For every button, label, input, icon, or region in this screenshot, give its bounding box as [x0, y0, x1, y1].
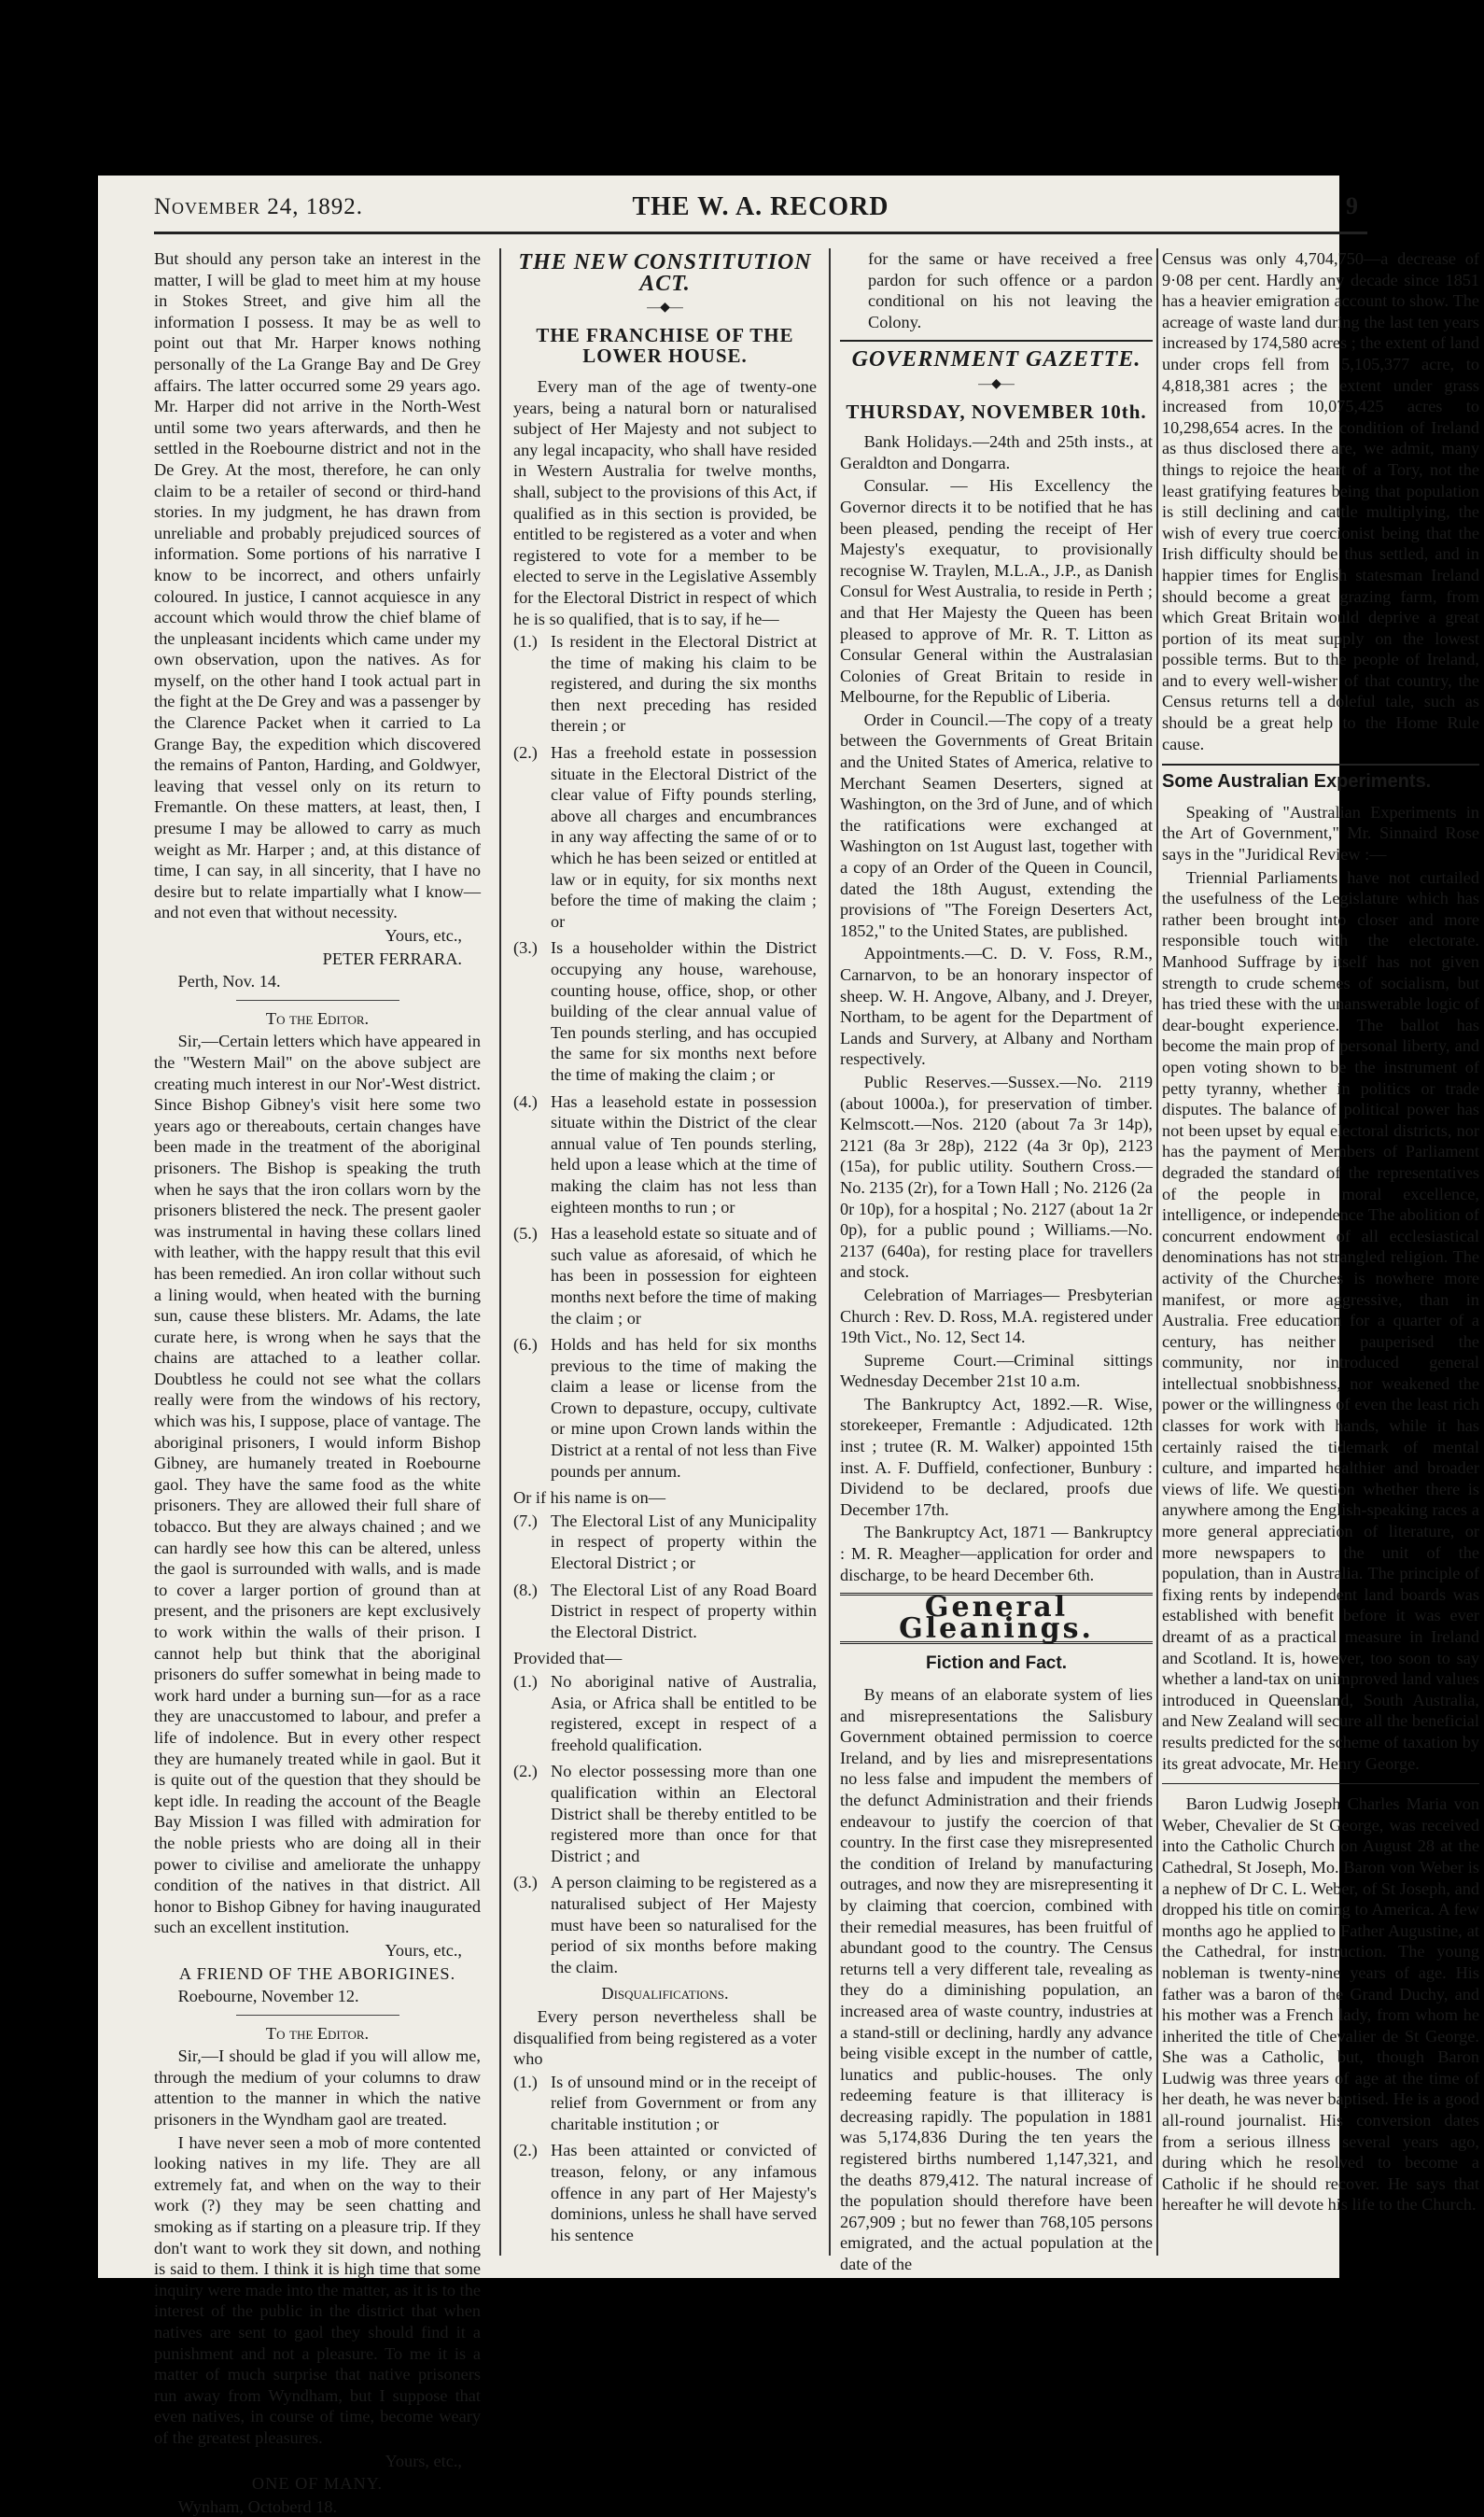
article-heading: Some Australian Experiments. — [1162, 764, 1479, 793]
issue-date: November 24, 1892. — [154, 194, 364, 219]
gazette-item: The Bankruptcy Act, 1892.—R. Wise, storekeeper, Fremantle : Adjudicated. 12th inst ; trutee (R. M. Walker) appointed 15th inst. A. F. Duffield, confectioner, Bunbury : Dividend to be declared, proofs due December 17th. — [840, 1394, 1153, 1519]
article-text: Every person nevertheless shall be disqualified from being registered as a voter who — [513, 2006, 817, 2069]
section-banner: General Gleanings. — [840, 1593, 1153, 1644]
letter-body: Sir,—I should be glad if you will allow me, through the medium of your columns to draw attention to the manner in which the native prisoners in the Wyndham gaol are treated. — [154, 2046, 481, 2130]
letter-place: Wynham, Octoberd 18. — [177, 2496, 338, 2516]
letter-body: Sir,—Certain letters which have appeared in the "Western Mail" on the above subject are creating much interest in our Nor'-West district. Since Bishop Gibney's visit here some two years ago or thereabouts, certain changes have been made in the treatment of the aboriginal prisoners. The Bishop is speaking the truth when he says that the iron collars worn by the prisoners blistered the neck. The present gaoler was instrumental in having these collars lined with leather, with the happy result that this evil has been remedied. An iron collar without such a lining would, when heated with the burning sun, cause these blisters. Mr. Adams, the late curate here, is wrong when he says that the chains are attached to a leather collar. Doubtless he could not see what the collars really were from the windows of his rectory, which was his, I suppose, place of vantage. The aboriginal prisoners, I would inform Bishop Gibney, are humanely treated in Roebourne gaol. They have the same food as the white prisoners. They are allowed their full share of tobacco. But they are always chained ; and we can hardly see how this can be altered, unless the gaol is surrounded with walls, and is made to cover a larger portion of ground than at present, and the prisoners are kept exclusively to work within the walls of their prison. I cannot help but think that the aboriginal prisoners do suffer somewhat in being made to work hard under a burning sun—for as a race they are unaccustomed to labour, and prefer a life of indolence. But in every other respect they are humanely treated while in gaol. But it is quite out of the question that they should be kept idle. In reading the account of the Beagle Bay Mission I was filled with admiration for the noble priests who are doing all in their power to civilise and ameliorate the unhappy condition of the natives in that district. All honor to Bishop Gibney for having inaugurated such an excellent institution. — [154, 1032, 481, 1937]
list-item: (3.) A person claiming to be registered as a naturalised subject of Her Majesty must have been so naturalised for the period of six months before making the claim. — [513, 1873, 817, 1976]
gazette-item: Order in Council.—The copy of a treaty between the Governments of Great Britain and the United States of America, relative to Merchant Seamen Deserters, signed at Washington, on the 3rd of June, and of which the ratifications were exchanged at Washington on 1st August last, together with a copy of an Order of the Queen in Council, dated the 18th August, extending the provisions of "The Foreign Deserters Act, 1852," to the United States, are published. — [840, 710, 1153, 940]
list-item: (1.) Is resident in the Electoral District at the time of making his claim to be registered, and during the six months then next preceding has resided therein ; or — [513, 632, 817, 736]
list-item: (1.) Is of unsound mind or in the receipt of relief from Government or from any charitable institution ; or — [513, 2072, 817, 2133]
disqualifications-list — [513, 2072, 817, 2246]
newspaper-title: THE W. A. RECORD — [632, 192, 889, 221]
letter-closing: Yours, etc., — [385, 926, 462, 945]
newspaper-page — [98, 176, 1479, 2516]
column-rule — [499, 248, 501, 2256]
list-item: (8.) The Electoral List of any Road Board District in respect of property within the Electoral District. — [513, 1580, 817, 1641]
column-1 — [154, 248, 481, 2516]
gazette-heading: GOVERNMENT GAZETTE. — [851, 347, 1141, 373]
gazette-item: Bank Holidays.—24th and 25th insts., at Geraldton and Dongarra. — [840, 432, 1153, 472]
letter-signature: PETER FERRARA. — [322, 949, 462, 968]
column-3 — [840, 248, 1153, 2274]
gazette-item: The Bankruptcy Act, 1871 — Bankruptcy : M. R. Meagher—application for order and discharge, to be heard December 6th. — [840, 1523, 1153, 1584]
article-text: By means of an elaborate system of lies and misrepresentations the Salisbury Government obtained permission to coerce Ireland, and by lies and misrepresentations no less false and impudent the members of the defunct Administration and their friends endeavour to justify the coercion of that country. In the first case they misrepresented the condition of Ireland by manufacturing outrages, and now they are misrepresenting it by claiming that coercion, combined with their remedial measures, has been fruitful of abundant good to the country. The Census returns tell a very different tale, revealing as they do a diminishing population, an increased area of waste country, industries at a stand-still or declining, hardly any advance being visible except in the number of cattle, lunatics and public-houses. The only redeeming feature is that illiteracy is decreasing rapidly. The population in 1881 was 5,174,836 During the ten years the registered births numbered 1,147,321, and the deaths 879,412. The natural increase of the population should therefore have been 267,909 ; but no fewer than 768,105 persons emigrated, and the actual population at the date of the — [840, 1685, 1153, 2274]
article-text: Speaking of "Australian Experiments in the Art of Government," Mr. Sinnaird Rose says in the "Juridical Review :— — [1162, 802, 1479, 865]
article-intro: Every man of the age of twenty-one years, being a natural born or naturalised subject of Her Majesty and not subject to any legal incapacity, who shall have resided in Western Australia for twelve months, shall, subject to the provisions of this Act, if qualified as in this section is provided, be entitled to be registered as a voter and when registered to vote for a member to be elected to serve in the Legislative Assembly for the Electoral District in respect of which he is so qualified, that is to say, if he— — [513, 376, 817, 628]
letter-closing: Yours, etc., — [385, 2451, 462, 2470]
letter-place: Roebourne, November 12. — [177, 1987, 359, 2006]
letter-heading: To the Editor. — [265, 2023, 370, 2043]
list-item: (2.) Has a freehold estate in possession situate in the Electoral District of the clear value of Fifty pounds sterling, above all charges and encumbrances in any way affecting the same of or to which he has been seized or entitled at law or in equity, for six months next before the time of making the claim ; or — [513, 743, 817, 931]
article-heading: Fiction and Fact. — [926, 1653, 1067, 1674]
article-text: Census was only 4,704,750—a decrease of 9·08 per cent. Hardly any decade since 1851 has a heavier emigration account to show. The acreage of waste land during the last ten years increased by 174,580 acres ; the extent of land under crops fell from 5,105,377 acre, to 4,818,381 acres ; the extent under grass increased from 10,075,425 acres to 10,298,654 acres. In the condition of Ireland as thus disclosed there are, we admit, many things to rejoice the heart of a Tory, not the least gratifying features being that population is still declining and cattle multiplying, the wish of every true coercionist being that the Irish difficulty should be thus settled, and in happier times for English statesman Ireland should become a great grazing farm, from which Great Britain would deprive a great portion of its meat supply on the lowest possible terms. But to the people of Ireland, and to every well-wisher of that country, the Census returns tell a doleful tale, such as should be a great help to the Home Rule cause. — [1162, 249, 1479, 753]
section-heading: Disqualifications. — [601, 1984, 729, 2004]
divider — [236, 1000, 399, 1001]
article-quote: Triennial Parliaments have not curtailed the usefulness of the Legislature which has rather been brought into closer and more responsible touch with the electorate. Manhood Suffrage by itself has not given strength to crude schemes of socialism, but has tried these with the unanswerable logic of dear-bought experience. The ballot has become the main prop of personal liberty, and open voting shown to be the instrument of petty tyranny, whether in politics or trade disputes. The balance of political power has not been upset by equal electoral districts, nor has the payment of Members of Parliament degraded the standard of the representatives of the people in moral excellence, intelligence, or independence The abolition of concurrent endowment of all ecclesiastical denominations has not strangled religion. The activity of the Churches is nowhere more manifest, or more aggressive, than in Australia. Free education for a quarter of a century, has neither pauperised the community, nor introduced general intellectual snobbishness, nor weakened the power or the willingness of even the least rich classes for work with hands, while it has certainly raised the tidemark of mental culture, and imparted healthier and broader views of life. We question whether there is anywhere among the English-speaking races a more general appreciation of literature, or more newspapers to the unit of the population, than in Australia. The principle of fixing rents by independent land boards was established with benefit before it was ever dreamt of as a practical measure in Ireland and Scotland. It is, however, too soon to say whether a land-tax on unimproved land values introduced in Queensland, South Australia, and New Zealand will secure all the beneficial results predicted for the scheme of taxation by its great advocate, Mr. Henry George. — [1162, 867, 1479, 1773]
franchise-list-2 — [513, 1511, 817, 1643]
column-2 — [513, 248, 817, 2256]
gazette-item: Supreme Court.—Criminal sittings Wednesday December 21st 10 a.m. — [840, 1350, 1153, 1391]
article-heading: THE NEW CONSTITUTION ACT. — [518, 250, 812, 296]
letter-body: But should any person take an interest in the matter, I will be glad to meet him at my house in Stokes Street, and give him all the information I possess. It may be as well to point out that Mr. Harper knows nothing personally of the La Grange Bay and De Grey affairs. The latter occurred some 29 years ago. Mr. Harper did not arrive in the North-West until some two years afterwards, and then he settled in the Roebourne district and not in the De Grey. At the most, therefore, he can only claim to be a retailer of second or third-hand stories. In my judgment, he has drawn from unreliable and probably prejudiced sources of information. Some portions of his narrative I know to be incorrect, and others unfairly coloured. In justice, I cannot acquiesce in any account which would throw the chief blame of the unpleasant incidents which came under my own observation, upon the natives. As for myself, on the other hand I took actual part in the fight at the De Grey and was a passenger by the Clarence Packet when it carried to La Grange Bay, the expedition which discovered the remains of Panton, Harding, and Goldwyer, leaving that vessel only on its return to Fremantle. On these matters, at least, then, I presume I may be allowed to carry as much weight as Mr. Harper ; and, at this distance of time, I can say, in all sincerity, that I have no desire but to relate impartially what I know—and not even that without necessity. — [154, 249, 481, 922]
letter-signature: A FRIEND OF THE ABORIGINES. — [178, 1963, 456, 1983]
ornament-divider: —◆— — [978, 376, 1015, 391]
gazette-item: Consular. — His Excellency the Governor directs it to be notified that he has been pleased, pending the receipt of Her Majesty's exequatur, to provisionally recognise W. Traylen, M.L.A., J.P., as Danish Consul for West Australia, to reside in Perth ; and that Her Majesty the Queen has been pleased to approve of Mr. R. T. Litton as Consular General within the Australasian Colonies of Great Britain to reside in Melbourne, for the Republic of Liberia. — [840, 476, 1153, 707]
page-number: 9 — [1346, 192, 1358, 219]
letter-closing: Yours, etc., — [385, 1940, 462, 1960]
article-text: Provided that— — [513, 1649, 623, 1668]
divider — [236, 2015, 399, 2016]
article-text: Baron Ludwig Joseph Charles Maria von Weber, Chevalier de St George, was received into the Catholic Church on August 28 at the Cathedral, St Joseph, Mo. Baron von Weber is a nephew of Dr C. L. Weber, of St Joseph, and dropped his title on coming to America. A few months ago he applied to Father Augustine, at the Cathedral, for instruction. The young nobleman is twenty-nine years of age. His father was a baron of the Grand Duchy, and his mother was a French lady, from whom he inherited the title of Chevalier de St George. She was a Catholic, but, though Baron Ludwig was three years of age at the time of her death, he was never baptised. He is a good all-round journalist. His conversion dates from a serious illness several years ago, during which he resolved to become a Catholic if he should recover. He says that hereafter he will devote his life to the Church. — [1162, 1794, 1479, 2215]
list-item: (1.) No aboriginal native of Australia, Asia, or Africa shall be entitled to be registered, except in respect of a freehold qualification. — [513, 1672, 817, 1754]
letter-signature: ONE OF MANY. — [251, 2474, 384, 2494]
ornament-divider: —◆— — [647, 301, 683, 316]
gazette-date: THURSDAY, NOVEMBER 10th. — [846, 400, 1147, 423]
divider — [1162, 1783, 1479, 1784]
letter-body: I have never seen a mob of more contented looking natives in my life. They are all extremely fat, and when on the way to their work (?) they may be seen chatting and smoking as if starting on a pleasure trip. If they don't want to work they sit down, and nothing is said to them. I think it is high time that some inquiry were made into the matter, as it is to the interest of the public in the district that when natives are sent to gaol they should find it a punishment and not a pleasure. To me it is a matter of much surprise that native prisoners run away from Wyndham, but I suppose that even natives, in course of time, become weary of the greatest pleasures. — [154, 2132, 481, 2447]
gazette-item: Appointments.—C. D. V. Foss, R.M., Carnarvon, to be an honorary inspector of sheep. W. H. Angove, Albany, and J. Dreyer, Northam, to be agent for the Department of Lands and Survery, at Albany and Northam respectively. — [840, 944, 1153, 1069]
column-rule — [829, 248, 831, 2256]
column-rule — [1156, 248, 1158, 2256]
article-subheading: THE FRANCHISE OF THE LOWER HOUSE. — [536, 323, 794, 368]
column-4 — [1162, 248, 1479, 2256]
franchise-list — [513, 631, 817, 1482]
list-item: (7.) The Electoral List of any Municipality in respect of property within the Electoral District ; or — [513, 1511, 817, 1573]
provisos-list — [513, 1671, 817, 1977]
list-item: (2.) Has been attainted or convicted of treason, felony, or any infamous offence in any part of Her Majesty's dominions, unless he shall have served his sentence — [513, 2141, 817, 2244]
gazette-item: Public Reserves.—Sussex.—No. 2119 (about 1000a.), for preservation of timber. Kelmscott.—Nos. 2120 (about 7a 3r 14p), 2121 (8a 3r 28p), 2122 (4a 3r 0p), 2123 (15a), for public utility. Southern Cross.—No. 2135 (2r), for a Town Hall ; No. 2126 (2a 0r 10p), for a hospital ; No. 2127 (about 1a 2r 0p), for a public pound ; Williams.—No. 2137 (640a), for resting place for travellers and stock. — [840, 1072, 1153, 1282]
letter-place: Perth, Nov. 14. — [177, 972, 281, 991]
list-item: (6.) Holds and has held for six months previous to the time of making the claim a lease or license from the Crown to depasture, occupy, cultivate or mine upon Crown lands within the District at a rental of not less than Five pounds per annum. — [513, 1335, 817, 1481]
article-text: for the same or have received a free pardon for such offence or a pardon conditional on his not leaving the Colony. — [868, 249, 1153, 331]
letter-heading: To the Editor. — [265, 1008, 370, 1028]
list-item: (5.) Has a leasehold estate so situate and of such value as aforesaid, of which he has been in possession for eighteen months next before the time of making the claim ; or — [513, 1224, 817, 1328]
list-item: (2.) No elector possessing more than one qualification within an Electoral District shall be thereby entitled to be registered more than once for that District ; and — [513, 1762, 817, 1865]
list-item: (3.) Is a householder within the District occupying any house, warehouse, counting house, office, shop, or other building of the clear annual value of Ten pounds sterling, and has occupied the same for six months next before the time of making the claim ; or — [513, 938, 817, 1084]
list-item: (4.) Has a leasehold estate in possession situate within the District of the clear annual value of Ten pounds sterling, held upon a lease which at the time of making the claim has not less than eighteen months to run ; or — [513, 1091, 817, 1216]
gazette-item: Celebration of Marriages— Presbyterian Church : Rev. D. Ross, M.A. registered under 19th Vict., No. 12, Sect 14. — [840, 1285, 1153, 1347]
divider — [840, 340, 1153, 342]
masthead — [154, 190, 1367, 234]
article-text: Or if his name is on— — [513, 1488, 665, 1508]
